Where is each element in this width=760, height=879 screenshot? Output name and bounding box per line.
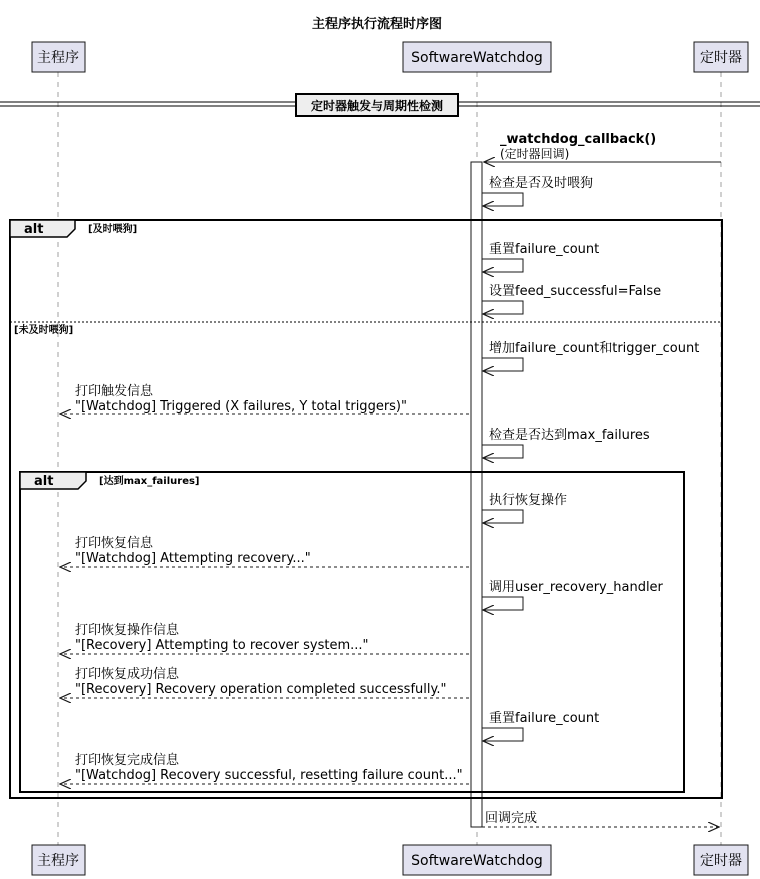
message-label: 设置feed_successful=False xyxy=(489,284,662,299)
self-arrow xyxy=(482,445,523,458)
message-print-done xyxy=(60,752,469,784)
message-reset-failure xyxy=(482,242,599,272)
message-label: 打印恢复完成信息 xyxy=(75,753,180,768)
message-reset-failure-2 xyxy=(482,711,599,741)
message-label: 重置failure_count xyxy=(489,242,600,257)
participant-watchdog-label: SoftwareWatchdog xyxy=(411,50,543,66)
diagram-title: 主程序执行流程时序图 xyxy=(311,17,443,32)
message-check-max xyxy=(482,427,650,458)
callback-method: _watchdog_callback() xyxy=(500,132,657,147)
message-quote: "[Watchdog] Recovery successful, resetting failure count..." xyxy=(75,768,463,783)
alt-else-guard: [未及时喂狗] xyxy=(14,325,74,336)
participant-main-top xyxy=(32,42,85,72)
self-arrow xyxy=(482,728,523,741)
self-arrow xyxy=(482,597,523,610)
message-print-trigger xyxy=(60,383,469,414)
message-label: 调用user_recovery_handler xyxy=(489,580,663,595)
participant-main-label: 主程序 xyxy=(37,50,79,66)
self-arrow xyxy=(482,259,523,272)
message-set-feed xyxy=(482,284,661,314)
participant-timer-top xyxy=(694,42,748,72)
message-inc-counts xyxy=(482,340,699,371)
message-quote: "[Watchdog] Triggered (X failures, Y total triggers)" xyxy=(75,399,407,414)
message-label: 检查是否达到max_failures xyxy=(489,428,650,443)
message-label: 重置failure_count xyxy=(489,711,600,726)
self-arrow xyxy=(482,358,523,371)
alt-guard: [达到max_failures] xyxy=(99,476,200,487)
message-label: 打印触发信息 xyxy=(75,384,154,399)
message-label: 回调完成 xyxy=(485,811,538,826)
message-quote: "[Watchdog] Attempting recovery..." xyxy=(75,551,311,566)
message-callback-done xyxy=(482,810,719,827)
alt-guard: [及时喂狗] xyxy=(88,224,138,235)
message-print-success xyxy=(60,666,469,698)
participant-timer-label: 定时器 xyxy=(700,853,742,869)
message-print-recover-op xyxy=(60,622,469,654)
message-label: 执行恢复操作 xyxy=(489,493,568,508)
participant-watchdog-top xyxy=(403,42,551,72)
message-quote: "[Recovery] Attempting to recover system..." xyxy=(75,638,369,653)
alt-frame-outer xyxy=(10,220,722,798)
message-check-feed xyxy=(482,175,593,206)
self-arrow xyxy=(482,301,523,314)
section-divider xyxy=(0,94,760,116)
participant-main-label: 主程序 xyxy=(37,853,79,869)
message-label: 打印恢复操作信息 xyxy=(75,623,180,638)
self-arrow xyxy=(482,510,523,523)
message-callback xyxy=(484,132,721,162)
callback-note: (定时器回调) xyxy=(500,147,570,161)
participant-watchdog-label: SoftwareWatchdog xyxy=(411,853,543,869)
message-label: 打印恢复成功信息 xyxy=(75,667,180,682)
self-arrow xyxy=(482,193,523,206)
message-label: 增加failure_count和trigger_count xyxy=(489,341,700,356)
alt-keyword: alt xyxy=(24,222,44,237)
message-label: 检查是否及时喂狗 xyxy=(489,176,594,191)
message-print-recovery xyxy=(60,535,469,567)
message-call-handler xyxy=(482,580,664,610)
message-quote: "[Recovery] Recovery operation completed successfully." xyxy=(75,682,447,697)
activation-bar xyxy=(471,162,482,827)
alt-keyword: alt xyxy=(34,474,54,489)
participant-timer-label: 定时器 xyxy=(700,50,742,66)
participant-main-bottom xyxy=(32,845,85,875)
message-label: 打印恢复信息 xyxy=(75,536,154,551)
participant-timer-bottom xyxy=(694,845,748,875)
message-do-recovery xyxy=(482,492,567,523)
participant-watchdog-bottom xyxy=(403,845,551,875)
divider-label: 定时器触发与周期性检测 xyxy=(310,99,444,113)
